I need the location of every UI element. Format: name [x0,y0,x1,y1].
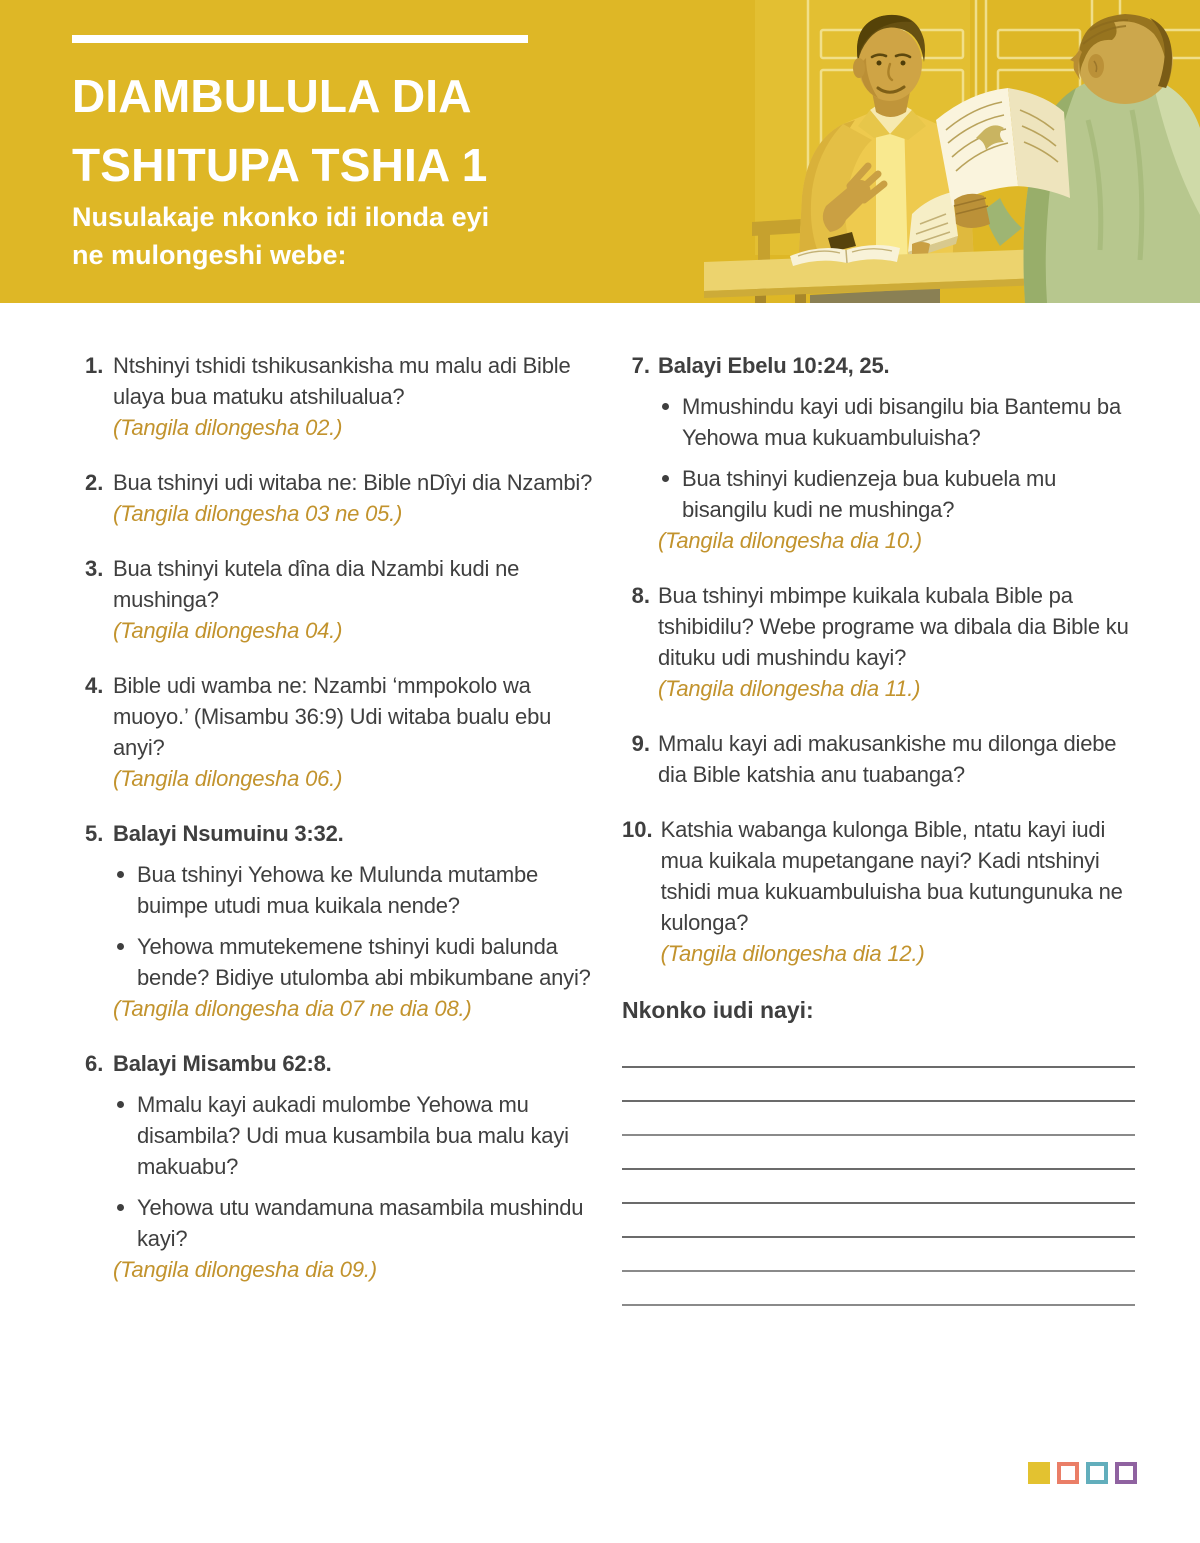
question-reference: (Tangila dilongesha dia 11.) [658,676,921,701]
answer-line [622,1034,1135,1068]
question-number: 4. [85,673,104,698]
bullet-dot [113,931,137,993]
answer-line [622,1136,1135,1170]
question-number: 8. [631,583,650,608]
header-accent-bar [72,35,528,43]
question-item-5 [85,818,600,1024]
bullet-text: Bua tshinyi Yehowa ke Mulunda mutambe buimpe utudi mua kuikala nende? [137,862,539,918]
bullet-dot [658,391,682,453]
question-text: Katshia wabanga kulonga Bible, ntatu kayi iudi mua kuikala mupetangane nayi? Kadi ntshinyi tshidi mua kukuambuluisha bua kutungunuka ne kulonga? [660,817,1123,935]
question-item-8 [622,580,1135,704]
question-number: 10. [622,817,653,842]
page-title [72,62,488,200]
question-number: 6. [85,1051,104,1076]
footer-square-coral [1057,1462,1079,1484]
question-item-2 [85,467,600,529]
question-reference: (Tangila dilongesha 02.) [113,415,343,440]
answer-line [622,1170,1135,1204]
question-number: 1. [85,353,104,378]
question-number: 3. [85,556,104,581]
question-text: Bua tshinyi mbimpe kuikala kubala Bible pa tshibidilu? Webe programe wa dibala dia Bible ku dituku udi mushindu kayi? [658,583,1129,670]
question-item-3 [85,553,600,646]
page-subtitle [72,198,489,274]
answer-line [622,1238,1135,1272]
answer-line [622,1204,1135,1238]
bullet-text: Mmushindu kayi udi bisangilu bia Bantemu ba Yehowa mua kukuambuluisha? [682,394,1121,450]
question-item-6 [85,1048,600,1285]
footer-square-purple [1115,1462,1137,1484]
question-item-4 [85,670,600,794]
subtitle-line-1: Nusulakaje nkonko idi ilonda eyi [72,202,490,232]
answer-line [622,1068,1135,1102]
bullet-item [113,859,600,921]
bible-study-illustration [700,0,1200,303]
bullet-dot [113,859,137,921]
title-line-1: DIAMBULULA DIA [72,70,472,122]
scripture-heading: Balayi Nsumuinu 3:32. [113,821,344,846]
questions-column-left [85,350,600,1309]
question-reference: (Tangila dilongesha 04.) [113,618,343,643]
footer-square-teal [1086,1462,1108,1484]
question-item-10 [622,814,1135,969]
question-reference: (Tangila dilongesha 06.) [113,766,343,791]
question-text: Bible udi wamba ne: Nzambi ‘mmpokolo wa muoyo.’ (Misambu 36:9) Udi witaba bualu ebu anyi? [113,673,552,760]
bullet-item [113,1192,600,1254]
scripture-heading: Balayi Ebelu 10:24, 25. [658,353,890,378]
question-item-7 [622,350,1135,556]
bullet-item [113,931,600,993]
bullet-item [658,463,1135,525]
question-number: 7. [631,353,650,378]
bullet-text: Yehowa utu wandamuna masambila mushindu kayi? [137,1195,584,1251]
bullet-text: Bua tshinyi kudienzeja bua kubuela mu bisangilu kudi ne mushinga? [682,466,1057,522]
footer-color-squares [1028,1462,1137,1484]
bullet-item [113,1089,600,1182]
question-number: 9. [631,731,650,756]
bullet-dot [658,463,682,525]
footer-square-yellow [1028,1462,1050,1484]
bullet-dot [113,1192,137,1254]
question-number: 5. [85,821,104,846]
question-reference: (Tangila dilongesha 03 ne 05.) [113,501,403,526]
bullet-text: Yehowa mmutekemene tshinyi kudi balunda bende? Bidiye utulomba abi mbikumbane anyi? [137,934,591,990]
answer-line [622,1272,1135,1306]
questions-section [85,350,1135,1309]
subtitle-line-2: ne mulongeshi webe: [72,240,347,270]
bullet-text: Mmalu kayi aukadi mulombe Yehowa mu disambila? Udi mua kusambila bua malu kayi makuabu? [137,1092,569,1179]
question-reference: (Tangila dilongesha dia 12.) [660,941,925,966]
answer-lines [622,1034,1135,1306]
question-reference: (Tangila dilongesha dia 07 ne dia 08.) [113,996,472,1021]
questions-column-right [622,350,1135,1309]
bullet-item [658,391,1135,453]
question-text: Bua tshinyi udi witaba ne: Bible nDîyi dia Nzambi? [113,470,593,495]
question-text: Ntshinyi tshidi tshikusankisha mu malu adi Bible ulaya bua matuku atshilualua? [113,353,571,409]
title-line-2: TSHITUPA TSHIA 1 [72,139,488,191]
scripture-heading: Balayi Misambu 62:8. [113,1051,332,1076]
answer-line [622,1102,1135,1136]
question-text: Bua tshinyi kutela dîna dia Nzambi kudi ne mushinga? [113,556,520,612]
question-reference: (Tangila dilongesha dia 10.) [658,528,922,553]
question-item-1 [85,350,600,443]
header-banner [0,0,1200,303]
notes-heading: Nkonko iudi nayi: [622,997,814,1023]
question-text: Mmalu kayi adi makusankishe mu dilonga diebe dia Bible katshia anu tuabanga? [658,731,1117,787]
question-reference: (Tangila dilongesha dia 09.) [113,1257,377,1282]
question-item-9 [622,728,1135,790]
bullet-dot [113,1089,137,1182]
question-number: 2. [85,470,104,495]
